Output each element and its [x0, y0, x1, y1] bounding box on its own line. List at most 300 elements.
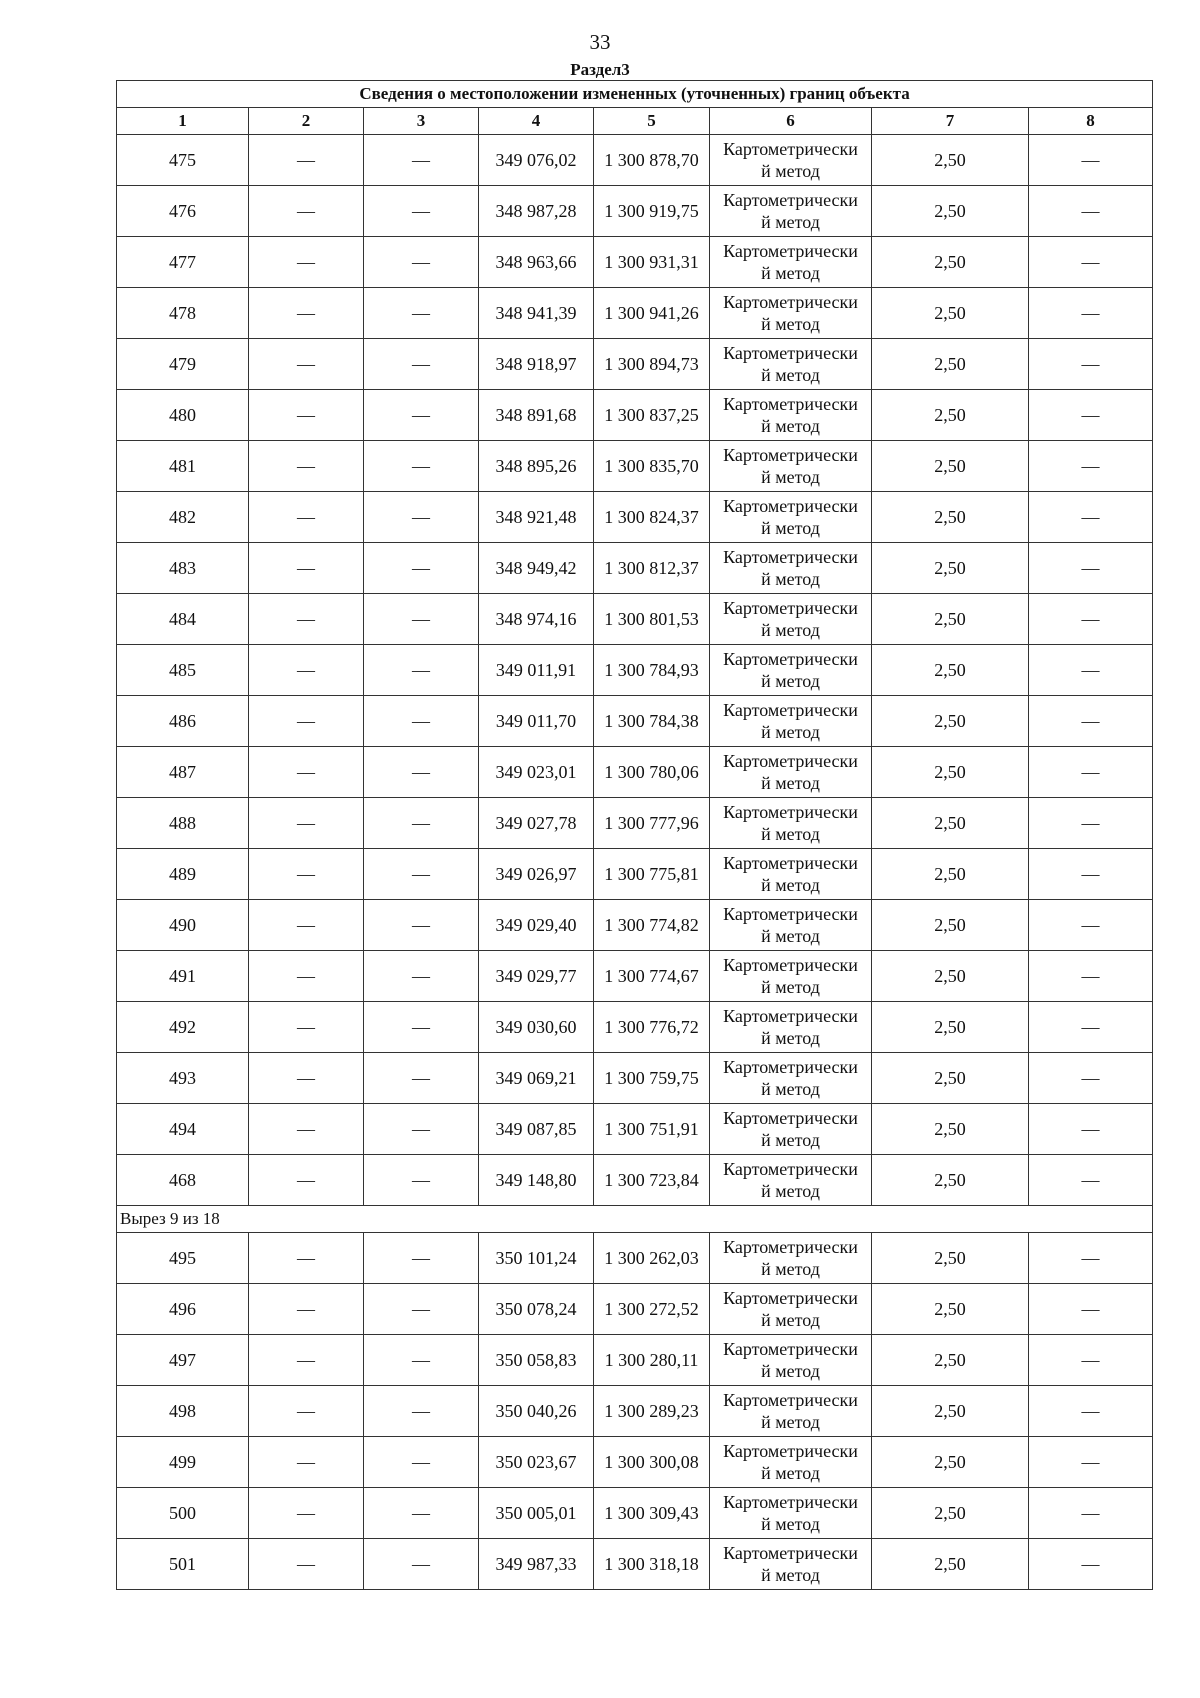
- empty-dash-cell: —: [1029, 900, 1153, 951]
- point-number-cell: 493: [117, 1053, 249, 1104]
- accuracy-cell: 2,50: [872, 1488, 1029, 1539]
- table-row: [117, 543, 1153, 594]
- y-coordinate-cell: 1 300 775,81: [594, 849, 710, 900]
- empty-dash-cell: —: [364, 645, 479, 696]
- empty-dash-cell: —: [249, 1233, 364, 1284]
- y-coordinate-cell: 1 300 318,18: [594, 1539, 710, 1590]
- point-number-cell: 488: [117, 798, 249, 849]
- cutout-subheading-row: [117, 1206, 1153, 1233]
- accuracy-cell: 2,50: [872, 186, 1029, 237]
- x-coordinate-cell: 350 058,83: [479, 1335, 594, 1386]
- y-coordinate-cell: 1 300 776,72: [594, 1002, 710, 1053]
- table-row: [117, 747, 1153, 798]
- method-cell: [710, 1104, 872, 1155]
- table-row: [117, 339, 1153, 390]
- point-number-cell: 494: [117, 1104, 249, 1155]
- table-row: [117, 186, 1153, 237]
- x-coordinate-cell: 348 891,68: [479, 390, 594, 441]
- table-row: [117, 951, 1153, 1002]
- empty-dash-cell: —: [1029, 1386, 1153, 1437]
- method-text-line1: Картометрически: [723, 598, 858, 618]
- point-number-cell: 487: [117, 747, 249, 798]
- empty-dash-cell: —: [364, 1488, 479, 1539]
- method-text-line2: й метод: [761, 1361, 820, 1381]
- method-cell: [710, 849, 872, 900]
- accuracy-cell: 2,50: [872, 849, 1029, 900]
- empty-dash-cell: —: [249, 441, 364, 492]
- point-number-cell: 500: [117, 1488, 249, 1539]
- accuracy-cell: 2,50: [872, 1053, 1029, 1104]
- method-cell: [710, 441, 872, 492]
- empty-dash-cell: —: [364, 696, 479, 747]
- method-text-line1: Картометрически: [723, 292, 858, 312]
- method-text-line1: Картометрически: [723, 1006, 858, 1026]
- x-coordinate-cell: 349 030,60: [479, 1002, 594, 1053]
- empty-dash-cell: —: [1029, 1155, 1153, 1206]
- empty-dash-cell: —: [1029, 441, 1153, 492]
- y-coordinate-cell: 1 300 262,03: [594, 1233, 710, 1284]
- empty-dash-cell: —: [1029, 186, 1153, 237]
- table-row: [117, 1284, 1153, 1335]
- coordinates-table: [116, 80, 1153, 1590]
- accuracy-cell: 2,50: [872, 900, 1029, 951]
- column-header: 6: [710, 108, 872, 135]
- table-row: [117, 900, 1153, 951]
- accuracy-cell: 2,50: [872, 1386, 1029, 1437]
- y-coordinate-cell: 1 300 894,73: [594, 339, 710, 390]
- point-number-cell: 476: [117, 186, 249, 237]
- method-cell: [710, 747, 872, 798]
- table-row: [117, 645, 1153, 696]
- x-coordinate-cell: 349 148,80: [479, 1155, 594, 1206]
- method-text-line1: Картометрически: [723, 496, 858, 516]
- method-cell: [710, 339, 872, 390]
- empty-dash-cell: —: [1029, 1233, 1153, 1284]
- y-coordinate-cell: 1 300 941,26: [594, 288, 710, 339]
- x-coordinate-cell: 350 005,01: [479, 1488, 594, 1539]
- cutout-subheading: Вырез 9 из 18: [117, 1206, 1153, 1233]
- method-text-line1: Картометрически: [723, 802, 858, 822]
- empty-dash-cell: —: [364, 747, 479, 798]
- table-row: [117, 237, 1153, 288]
- empty-dash-cell: —: [249, 1155, 364, 1206]
- method-text-line1: Картометрически: [723, 1339, 858, 1359]
- point-number-cell: 484: [117, 594, 249, 645]
- y-coordinate-cell: 1 300 784,93: [594, 645, 710, 696]
- empty-dash-cell: —: [364, 1002, 479, 1053]
- method-text-line2: й метод: [761, 569, 820, 589]
- point-number-cell: 491: [117, 951, 249, 1002]
- x-coordinate-cell: 349 011,91: [479, 645, 594, 696]
- caption-row: [117, 81, 1153, 108]
- accuracy-cell: 2,50: [872, 237, 1029, 288]
- accuracy-cell: 2,50: [872, 1539, 1029, 1590]
- empty-dash-cell: —: [1029, 1002, 1153, 1053]
- empty-dash-cell: —: [1029, 237, 1153, 288]
- method-text-line2: й метод: [761, 212, 820, 232]
- empty-dash-cell: —: [249, 237, 364, 288]
- method-text-line2: й метод: [761, 926, 820, 946]
- method-cell: [710, 186, 872, 237]
- x-coordinate-cell: 349 026,97: [479, 849, 594, 900]
- empty-dash-cell: —: [364, 186, 479, 237]
- empty-dash-cell: —: [249, 390, 364, 441]
- x-coordinate-cell: 350 040,26: [479, 1386, 594, 1437]
- empty-dash-cell: —: [1029, 492, 1153, 543]
- method-text-line2: й метод: [761, 1079, 820, 1099]
- method-cell: [710, 645, 872, 696]
- empty-dash-cell: —: [1029, 696, 1153, 747]
- empty-dash-cell: —: [364, 951, 479, 1002]
- column-header: 4: [479, 108, 594, 135]
- method-text-line2: й метод: [761, 977, 820, 997]
- empty-dash-cell: —: [364, 1233, 479, 1284]
- table-row: [117, 696, 1153, 747]
- method-text-line1: Картометрически: [723, 547, 858, 567]
- x-coordinate-cell: 349 023,01: [479, 747, 594, 798]
- accuracy-cell: 2,50: [872, 1437, 1029, 1488]
- empty-dash-cell: —: [364, 1284, 479, 1335]
- empty-dash-cell: —: [364, 543, 479, 594]
- table-row: [117, 1233, 1153, 1284]
- table-body: [117, 81, 1153, 1590]
- x-coordinate-cell: 349 987,33: [479, 1539, 594, 1590]
- x-coordinate-cell: 348 974,16: [479, 594, 594, 645]
- method-cell: [710, 1488, 872, 1539]
- x-coordinate-cell: 349 029,40: [479, 900, 594, 951]
- accuracy-cell: 2,50: [872, 747, 1029, 798]
- y-coordinate-cell: 1 300 878,70: [594, 135, 710, 186]
- method-text-line1: Картометрически: [723, 1159, 858, 1179]
- table-row: [117, 1104, 1153, 1155]
- table-row: [117, 1539, 1153, 1590]
- column-header: 3: [364, 108, 479, 135]
- empty-dash-cell: —: [249, 288, 364, 339]
- method-cell: [710, 1233, 872, 1284]
- empty-dash-cell: —: [364, 1335, 479, 1386]
- method-text-line1: Картометрически: [723, 853, 858, 873]
- method-text-line2: й метод: [761, 161, 820, 181]
- empty-dash-cell: —: [1029, 1335, 1153, 1386]
- column-header: 5: [594, 108, 710, 135]
- empty-dash-cell: —: [364, 135, 479, 186]
- empty-dash-cell: —: [364, 1437, 479, 1488]
- point-number-cell: 497: [117, 1335, 249, 1386]
- empty-dash-cell: —: [1029, 951, 1153, 1002]
- accuracy-cell: 2,50: [872, 1335, 1029, 1386]
- empty-dash-cell: —: [364, 288, 479, 339]
- x-coordinate-cell: 348 941,39: [479, 288, 594, 339]
- empty-dash-cell: —: [364, 594, 479, 645]
- point-number-cell: 501: [117, 1539, 249, 1590]
- point-number-cell: 492: [117, 1002, 249, 1053]
- empty-dash-cell: —: [249, 1104, 364, 1155]
- method-cell: [710, 1155, 872, 1206]
- empty-dash-cell: —: [364, 390, 479, 441]
- point-number-cell: 480: [117, 390, 249, 441]
- empty-dash-cell: —: [249, 1002, 364, 1053]
- method-text-line2: й метод: [761, 671, 820, 691]
- x-coordinate-cell: 348 918,97: [479, 339, 594, 390]
- empty-dash-cell: —: [249, 1386, 364, 1437]
- empty-dash-cell: —: [1029, 288, 1153, 339]
- point-number-cell: 485: [117, 645, 249, 696]
- y-coordinate-cell: 1 300 272,52: [594, 1284, 710, 1335]
- y-coordinate-cell: 1 300 801,53: [594, 594, 710, 645]
- method-text-line2: й метод: [761, 773, 820, 793]
- point-number-cell: 486: [117, 696, 249, 747]
- table-row: [117, 1053, 1153, 1104]
- accuracy-cell: 2,50: [872, 696, 1029, 747]
- method-cell: [710, 390, 872, 441]
- method-cell: [710, 1386, 872, 1437]
- accuracy-cell: 2,50: [872, 135, 1029, 186]
- empty-dash-cell: —: [249, 1284, 364, 1335]
- empty-dash-cell: —: [1029, 1053, 1153, 1104]
- point-number-cell: 479: [117, 339, 249, 390]
- y-coordinate-cell: 1 300 824,37: [594, 492, 710, 543]
- accuracy-cell: 2,50: [872, 288, 1029, 339]
- y-coordinate-cell: 1 300 931,31: [594, 237, 710, 288]
- method-text-line1: Картометрически: [723, 1492, 858, 1512]
- empty-dash-cell: —: [1029, 798, 1153, 849]
- x-coordinate-cell: 349 027,78: [479, 798, 594, 849]
- x-coordinate-cell: 348 949,42: [479, 543, 594, 594]
- accuracy-cell: 2,50: [872, 798, 1029, 849]
- method-cell: [710, 696, 872, 747]
- empty-dash-cell: —: [249, 594, 364, 645]
- empty-dash-cell: —: [249, 900, 364, 951]
- column-header: 2: [249, 108, 364, 135]
- column-header: 8: [1029, 108, 1153, 135]
- x-coordinate-cell: 348 987,28: [479, 186, 594, 237]
- empty-dash-cell: —: [364, 237, 479, 288]
- empty-dash-cell: —: [364, 339, 479, 390]
- point-number-cell: 478: [117, 288, 249, 339]
- page-number: 33: [589, 30, 611, 54]
- method-cell: [710, 594, 872, 645]
- x-coordinate-cell: 350 023,67: [479, 1437, 594, 1488]
- y-coordinate-cell: 1 300 280,11: [594, 1335, 710, 1386]
- table-row: [117, 492, 1153, 543]
- method-text-line1: Картометрически: [723, 1441, 858, 1461]
- section-title: Раздел3: [570, 60, 630, 79]
- table-row: [117, 594, 1153, 645]
- method-text-line1: Картометрически: [723, 751, 858, 771]
- method-text-line2: й метод: [761, 824, 820, 844]
- empty-dash-cell: —: [1029, 1284, 1153, 1335]
- table-row: [117, 1002, 1153, 1053]
- empty-dash-cell: —: [364, 798, 479, 849]
- y-coordinate-cell: 1 300 812,37: [594, 543, 710, 594]
- x-coordinate-cell: 349 011,70: [479, 696, 594, 747]
- empty-dash-cell: —: [1029, 339, 1153, 390]
- y-coordinate-cell: 1 300 289,23: [594, 1386, 710, 1437]
- method-text-line1: Картометрически: [723, 1390, 858, 1410]
- empty-dash-cell: —: [249, 747, 364, 798]
- table-row: [117, 798, 1153, 849]
- x-coordinate-cell: 349 029,77: [479, 951, 594, 1002]
- point-number-cell: 495: [117, 1233, 249, 1284]
- table-row: [117, 390, 1153, 441]
- method-text-line2: й метод: [761, 1028, 820, 1048]
- method-text-line1: Картометрически: [723, 1237, 858, 1257]
- method-text-line1: Картометрически: [723, 955, 858, 975]
- point-number-cell: 482: [117, 492, 249, 543]
- y-coordinate-cell: 1 300 759,75: [594, 1053, 710, 1104]
- y-coordinate-cell: 1 300 837,25: [594, 390, 710, 441]
- empty-dash-cell: —: [249, 645, 364, 696]
- method-text-line2: й метод: [761, 518, 820, 538]
- y-coordinate-cell: 1 300 309,43: [594, 1488, 710, 1539]
- empty-dash-cell: —: [1029, 594, 1153, 645]
- empty-dash-cell: —: [364, 441, 479, 492]
- method-cell: [710, 1284, 872, 1335]
- method-text-line2: й метод: [761, 722, 820, 742]
- empty-dash-cell: —: [1029, 645, 1153, 696]
- method-text-line1: Картометрически: [723, 649, 858, 669]
- empty-dash-cell: —: [1029, 390, 1153, 441]
- method-cell: [710, 1539, 872, 1590]
- method-cell: [710, 1053, 872, 1104]
- method-cell: [710, 288, 872, 339]
- method-cell: [710, 798, 872, 849]
- method-text-line1: Картометрически: [723, 700, 858, 720]
- y-coordinate-cell: 1 300 835,70: [594, 441, 710, 492]
- method-cell: [710, 543, 872, 594]
- empty-dash-cell: —: [249, 696, 364, 747]
- y-coordinate-cell: 1 300 774,82: [594, 900, 710, 951]
- point-number-cell: 498: [117, 1386, 249, 1437]
- x-coordinate-cell: 349 069,21: [479, 1053, 594, 1104]
- method-cell: [710, 492, 872, 543]
- method-cell: [710, 951, 872, 1002]
- empty-dash-cell: —: [249, 1437, 364, 1488]
- empty-dash-cell: —: [1029, 135, 1153, 186]
- accuracy-cell: 2,50: [872, 1104, 1029, 1155]
- empty-dash-cell: —: [249, 543, 364, 594]
- method-text-line1: Картометрически: [723, 241, 858, 261]
- empty-dash-cell: —: [249, 186, 364, 237]
- x-coordinate-cell: 349 087,85: [479, 1104, 594, 1155]
- method-text-line1: Картометрически: [723, 394, 858, 414]
- table-row: [117, 135, 1153, 186]
- empty-dash-cell: —: [1029, 1488, 1153, 1539]
- point-number-cell: 475: [117, 135, 249, 186]
- y-coordinate-cell: 1 300 723,84: [594, 1155, 710, 1206]
- point-number-cell: 496: [117, 1284, 249, 1335]
- table-caption: Сведения о местоположении измененных (уточненных) границ объекта: [117, 81, 1153, 108]
- empty-dash-cell: —: [249, 135, 364, 186]
- empty-dash-cell: —: [249, 1539, 364, 1590]
- empty-dash-cell: —: [364, 1539, 479, 1590]
- x-coordinate-cell: 348 921,48: [479, 492, 594, 543]
- method-text-line1: Картометрически: [723, 139, 858, 159]
- method-cell: [710, 237, 872, 288]
- method-text-line2: й метод: [761, 1130, 820, 1150]
- y-coordinate-cell: 1 300 300,08: [594, 1437, 710, 1488]
- method-cell: [710, 1002, 872, 1053]
- point-number-cell: 483: [117, 543, 249, 594]
- method-text-line2: й метод: [761, 263, 820, 283]
- table-row: [117, 1488, 1153, 1539]
- accuracy-cell: 2,50: [872, 951, 1029, 1002]
- empty-dash-cell: —: [1029, 1437, 1153, 1488]
- accuracy-cell: 2,50: [872, 1284, 1029, 1335]
- accuracy-cell: 2,50: [872, 594, 1029, 645]
- x-coordinate-cell: 350 101,24: [479, 1233, 594, 1284]
- method-text-line2: й метод: [761, 875, 820, 895]
- table-row: [117, 1335, 1153, 1386]
- empty-dash-cell: —: [249, 951, 364, 1002]
- empty-dash-cell: —: [249, 849, 364, 900]
- empty-dash-cell: —: [1029, 1539, 1153, 1590]
- method-cell: [710, 900, 872, 951]
- empty-dash-cell: —: [1029, 849, 1153, 900]
- column-number-row: [117, 108, 1153, 135]
- accuracy-cell: 2,50: [872, 339, 1029, 390]
- y-coordinate-cell: 1 300 774,67: [594, 951, 710, 1002]
- method-text-line2: й метод: [761, 1181, 820, 1201]
- accuracy-cell: 2,50: [872, 1233, 1029, 1284]
- method-text-line2: й метод: [761, 1514, 820, 1534]
- table-row: [117, 288, 1153, 339]
- empty-dash-cell: —: [249, 492, 364, 543]
- empty-dash-cell: —: [249, 1335, 364, 1386]
- empty-dash-cell: —: [364, 1053, 479, 1104]
- method-text-line2: й метод: [761, 314, 820, 334]
- empty-dash-cell: —: [364, 492, 479, 543]
- method-text-line2: й метод: [761, 1259, 820, 1279]
- empty-dash-cell: —: [364, 900, 479, 951]
- x-coordinate-cell: 348 895,26: [479, 441, 594, 492]
- method-cell: [710, 135, 872, 186]
- empty-dash-cell: —: [249, 798, 364, 849]
- point-number-cell: 477: [117, 237, 249, 288]
- table-row: [117, 1437, 1153, 1488]
- table-row: [117, 1155, 1153, 1206]
- empty-dash-cell: —: [1029, 1104, 1153, 1155]
- empty-dash-cell: —: [249, 1488, 364, 1539]
- column-header: 7: [872, 108, 1029, 135]
- table-row: [117, 1386, 1153, 1437]
- empty-dash-cell: —: [364, 849, 479, 900]
- y-coordinate-cell: 1 300 751,91: [594, 1104, 710, 1155]
- point-number-cell: 490: [117, 900, 249, 951]
- x-coordinate-cell: 350 078,24: [479, 1284, 594, 1335]
- method-text-line1: Картометрически: [723, 1108, 858, 1128]
- column-header: 1: [117, 108, 249, 135]
- accuracy-cell: 2,50: [872, 1002, 1029, 1053]
- point-number-cell: 499: [117, 1437, 249, 1488]
- empty-dash-cell: —: [364, 1155, 479, 1206]
- method-cell: [710, 1437, 872, 1488]
- method-text-line1: Картометрически: [723, 190, 858, 210]
- empty-dash-cell: —: [364, 1104, 479, 1155]
- point-number-cell: 481: [117, 441, 249, 492]
- accuracy-cell: 2,50: [872, 543, 1029, 594]
- empty-dash-cell: —: [249, 339, 364, 390]
- y-coordinate-cell: 1 300 777,96: [594, 798, 710, 849]
- accuracy-cell: 2,50: [872, 1155, 1029, 1206]
- y-coordinate-cell: 1 300 784,38: [594, 696, 710, 747]
- method-cell: [710, 1335, 872, 1386]
- y-coordinate-cell: 1 300 919,75: [594, 186, 710, 237]
- x-coordinate-cell: 349 076,02: [479, 135, 594, 186]
- accuracy-cell: 2,50: [872, 645, 1029, 696]
- empty-dash-cell: —: [249, 1053, 364, 1104]
- method-text-line1: Картометрически: [723, 1543, 858, 1563]
